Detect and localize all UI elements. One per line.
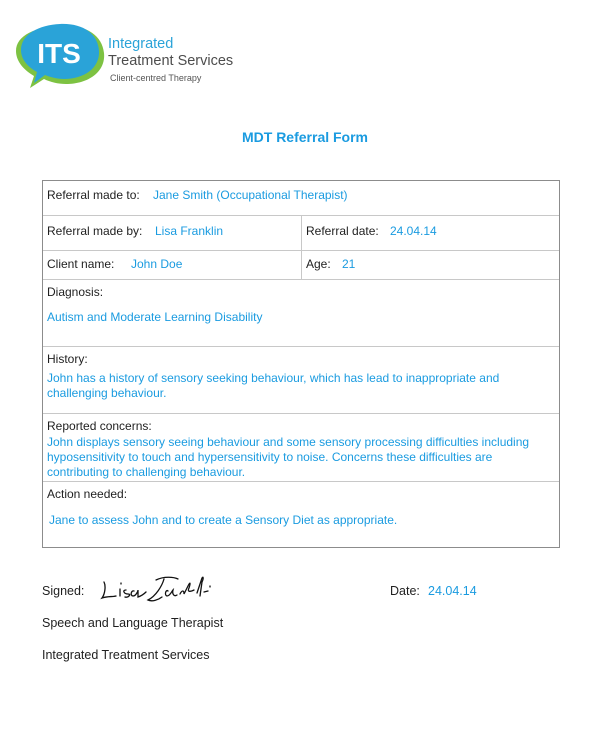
its-logo-badge [14, 20, 114, 94]
row-action [43, 481, 559, 547]
cell-referral-by [43, 216, 301, 250]
age-value[interactable]: 21 [342, 257, 356, 271]
signed-label: Signed: [42, 584, 85, 598]
referral-by-label: Referral made by: [47, 224, 143, 238]
referral-to-value[interactable]: Jane Smith (Occupational Therapist) [153, 188, 348, 202]
concerns-line-3[interactable]: contributing to challenging behaviour. [47, 465, 246, 479]
row-history [43, 346, 559, 413]
client-name-label: Client name: [47, 257, 115, 271]
concerns-line-2[interactable]: hyposensitivity to touch and hypersensitivity to noise. Concerns these difficulties are [47, 450, 493, 464]
logo-line2: Treatment Services [108, 53, 234, 69]
row-referral-to [43, 181, 559, 215]
referral-form [42, 180, 560, 548]
its-logo [14, 20, 264, 94]
cell-client-name [43, 251, 301, 279]
referral-date-value[interactable]: 24.04.14 [390, 224, 437, 238]
row-referral-by [43, 215, 559, 250]
concerns-line-1[interactable]: John displays sensory seeing behaviour and some sensory processing difficulties including [47, 435, 530, 449]
signature-image [98, 572, 222, 608]
row-client [43, 250, 559, 279]
diagnosis-label: Diagnosis: [47, 285, 104, 299]
form-title: MDT Referral Form [241, 129, 369, 145]
referral-to-label: Referral made to: [47, 188, 140, 202]
history-line-2[interactable]: challenging behaviour. [47, 386, 167, 400]
row-diagnosis [43, 279, 559, 346]
signer-role: Speech and Language Therapist [42, 616, 224, 630]
age-label: Age: [306, 257, 331, 271]
logo-line1: Integrated [108, 36, 174, 52]
date-label: Date: [390, 584, 420, 598]
referral-by-value[interactable]: Lisa Franklin [155, 224, 224, 238]
action-label: Action needed: [47, 487, 128, 501]
signer-organisation: Integrated Treatment Services [42, 648, 210, 662]
cell-age [301, 251, 559, 279]
referral-date-label: Referral date: [306, 224, 379, 238]
history-line-1[interactable]: John has a history of sensory seeking behaviour, which has lead to inappropriate and [47, 371, 500, 385]
history-label: History: [47, 352, 88, 366]
diagnosis-value[interactable]: Autism and Moderate Learning Disability [47, 310, 263, 324]
row-concerns [43, 413, 559, 481]
logo-tagline: Client-centred Therapy [110, 73, 202, 83]
date-value[interactable]: 24.04.14 [428, 584, 477, 598]
action-value[interactable]: Jane to assess John and to create a Sensory Diet as appropriate. [49, 513, 398, 527]
concerns-label: Reported concerns: [47, 419, 152, 433]
its-badge-text: ITS [37, 38, 81, 69]
cell-referral-date [301, 216, 559, 250]
client-name-value[interactable]: John Doe [131, 257, 183, 271]
